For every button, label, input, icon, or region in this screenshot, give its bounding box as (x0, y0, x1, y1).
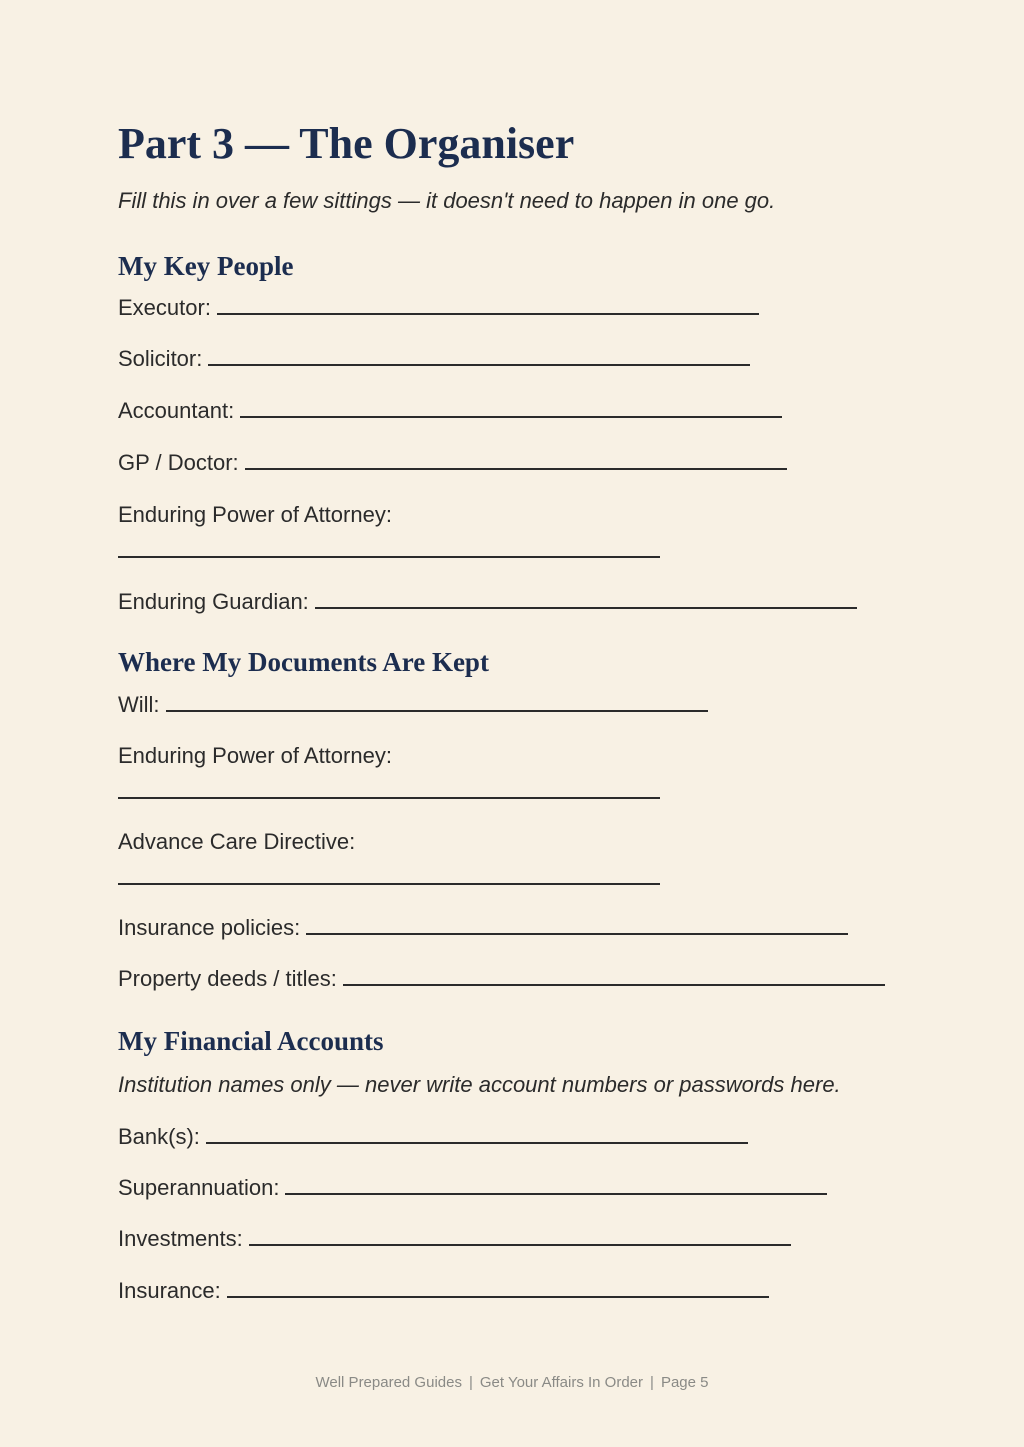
field-label: Enduring Power of Attorney: (118, 502, 392, 527)
write-in-line[interactable] (217, 313, 759, 315)
write-in-line[interactable] (245, 468, 787, 470)
field-label: Enduring Power of Attorney: (118, 743, 392, 768)
field-label: Enduring Guardian: (118, 589, 309, 614)
field-banks[interactable] (118, 1122, 748, 1152)
page-subtitle: Fill this in over a few sittings — it doesn't need to happen in one go. (118, 188, 776, 213)
field-label: Advance Care Directive: (118, 829, 356, 854)
write-in-line[interactable] (206, 1142, 748, 1144)
write-in-line[interactable] (166, 710, 708, 712)
page-title: Part 3 — The Organiser (118, 119, 575, 168)
field-label: Accountant: (118, 398, 235, 423)
write-in-line[interactable] (306, 933, 848, 935)
field-label: Insurance policies: (118, 915, 301, 940)
field-advance-care-directive[interactable] (118, 827, 660, 885)
financial-note: Institution names only — never write account numbers or passwords here. (118, 1072, 841, 1097)
field-property-deeds[interactable] (118, 964, 885, 994)
field-label: Superannuation: (118, 1175, 280, 1200)
write-in-line[interactable] (118, 797, 660, 799)
field-accountant[interactable] (118, 396, 782, 426)
field-label: Will: (118, 692, 160, 717)
field-gp-doctor[interactable] (118, 448, 787, 478)
field-label: GP / Doctor: (118, 450, 239, 475)
footer-separator: | (468, 1374, 473, 1391)
write-in-line[interactable] (315, 607, 857, 609)
field-superannuation[interactable] (118, 1173, 827, 1203)
write-in-line[interactable] (118, 556, 660, 558)
field-insurance[interactable] (118, 1276, 769, 1306)
field-label: Investments: (118, 1226, 243, 1251)
field-will[interactable] (118, 690, 708, 720)
write-in-line[interactable] (285, 1193, 827, 1195)
footer-publisher: Well Prepared Guides (315, 1374, 462, 1391)
field-label: Insurance: (118, 1278, 221, 1303)
write-in-line[interactable] (227, 1296, 769, 1298)
section-heading-documents: Where My Documents Are Kept (118, 647, 489, 677)
field-executor[interactable] (118, 293, 759, 323)
section-heading-key-people: My Key People (118, 251, 294, 281)
footer-guide-title: Get Your Affairs In Order (479, 1374, 644, 1391)
write-in-line[interactable] (208, 364, 750, 366)
field-insurance-policies[interactable] (118, 913, 848, 943)
field-documents-power-of-attorney[interactable] (118, 741, 660, 799)
field-label: Property deeds / titles: (118, 966, 337, 991)
footer-page-number: Page 5 (660, 1374, 709, 1391)
field-solicitor[interactable] (118, 344, 750, 374)
field-enduring-power-of-attorney[interactable] (118, 500, 660, 558)
footer-separator: | (650, 1374, 654, 1391)
field-label: Bank(s): (118, 1124, 200, 1149)
write-in-line[interactable] (249, 1244, 791, 1246)
field-label: Executor: (118, 295, 211, 320)
write-in-line[interactable] (240, 416, 782, 418)
section-heading-financial: My Financial Accounts (118, 1026, 384, 1056)
write-in-line[interactable] (118, 883, 660, 885)
page-footer (0, 1374, 1024, 1391)
field-enduring-guardian[interactable] (118, 587, 857, 617)
field-label: Solicitor: (118, 346, 203, 371)
field-investments[interactable] (118, 1224, 791, 1254)
write-in-line[interactable] (343, 984, 885, 986)
